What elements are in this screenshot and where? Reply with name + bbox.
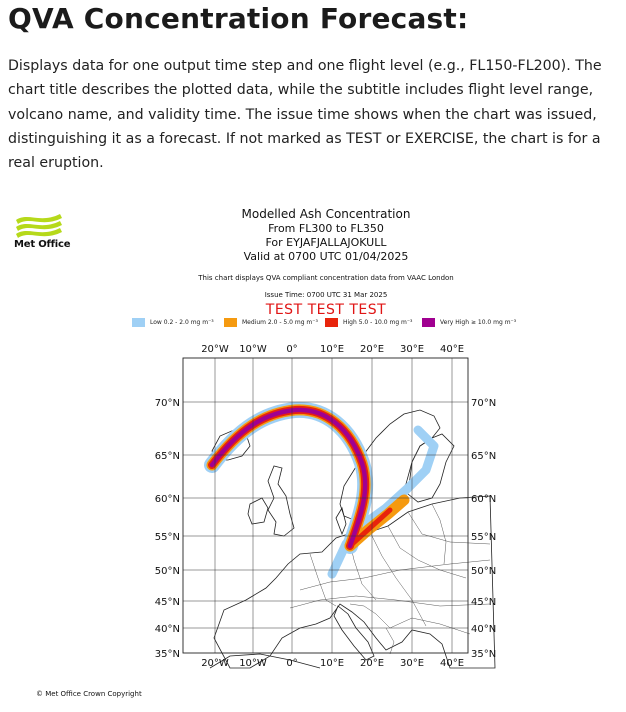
legend-swatch-high: [325, 318, 338, 327]
lon-tick-label-top: 20°W: [201, 344, 229, 355]
lon-tick-label-bottom: 20°W: [201, 658, 229, 669]
legend-label-high: High 5.0 - 10.0 mg m⁻³: [343, 319, 413, 326]
legend-swatch-very-high: [422, 318, 435, 327]
lat-tick-label-right: 55°N: [471, 532, 497, 543]
lat-tick-label-right: 40°N: [471, 624, 497, 635]
lat-tick-label-left: 45°N: [154, 597, 180, 608]
lat-tick-label-right: 45°N: [471, 597, 497, 608]
lon-tick-label-bottom: 40°E: [439, 658, 465, 669]
lat-tick-label-left: 60°N: [154, 494, 180, 505]
lat-tick-label-left: 65°N: [154, 451, 180, 462]
lat-tick-label-right: 60°N: [471, 494, 497, 505]
lon-tick-label-bottom: 30°E: [399, 658, 425, 669]
page-heading: QVA Concentration Forecast:: [8, 2, 469, 35]
country-borders: [290, 504, 490, 654]
chart-subtitle-volcano: For EYJAFJALLAJOKULL: [265, 236, 387, 249]
lon-tick-label-bottom: 0°: [286, 658, 298, 669]
lon-tick-label-bottom: 10°W: [239, 658, 267, 669]
legend-label-very-high: Very High ≥ 10.0 mg m⁻³: [440, 319, 517, 326]
copyright-note: © Met Office Crown Copyright: [36, 690, 142, 698]
lat-tick-label-left: 40°N: [154, 624, 180, 635]
legend-label-low: Low 0.2 - 2.0 mg m⁻³: [150, 319, 214, 326]
lat-tick-label-right: 50°N: [471, 566, 497, 577]
legend-item-low: [132, 318, 214, 330]
legend-label-medium: Medium 2.0 - 5.0 mg m⁻³: [242, 319, 318, 326]
lat-tick-label-right: 70°N: [471, 398, 497, 409]
legend-item-high: [325, 318, 412, 330]
legend-swatch-low: [132, 318, 145, 327]
ash-plume: [212, 410, 434, 574]
chart-title: Modelled Ash Concentration: [241, 207, 411, 221]
lon-tick-label-top: 10°E: [319, 344, 345, 355]
chart-issue-time: Issue Time: 0700 UTC 31 Mar 2025: [264, 291, 388, 299]
lon-tick-label-top: 10°W: [239, 344, 267, 355]
map-graticule: [183, 358, 468, 653]
met-office-logo: [12, 208, 71, 258]
ash-concentration-map: [150, 338, 500, 673]
lat-tick-label-left: 70°N: [154, 398, 180, 409]
legend-swatch-medium: [224, 318, 237, 327]
test-label: TEST TEST TEST: [265, 302, 387, 318]
met-office-logo-text: Met Office: [14, 239, 71, 250]
lon-tick-label-top: 30°E: [399, 344, 425, 355]
lat-tick-label-left: 35°N: [154, 649, 180, 660]
lon-tick-label-top: 20°E: [359, 344, 385, 355]
legend-item-medium: [224, 318, 318, 330]
lon-tick-label-top: 0°: [286, 344, 298, 355]
lat-tick-label-right: 35°N: [471, 649, 497, 660]
chart-subtitle-validity: Valid at 0700 UTC 01/04/2025: [243, 250, 409, 263]
chart-subtitle-flight-level: From FL300 to FL350: [268, 222, 384, 235]
lat-tick-label-left: 55°N: [154, 532, 180, 543]
lon-tick-label-top: 40°E: [439, 344, 465, 355]
lat-tick-label-left: 50°N: [154, 566, 180, 577]
chart-source-note: This chart displays QVA compliant concentration data from VAAC London: [198, 274, 454, 282]
legend-item-very-high: [422, 318, 516, 330]
intro-paragraph: Displays data for one output time step and one flight level (e.g., FL150-FL200). The chart title describes the plotted data, while the subtitle includes flight level range, volcano name, and validity time. The issue time shows when the chart was issued, distinguishing it as a forecast. If not marked as TEST or EXERCISE, the chart is for a real eruption.: [8, 58, 602, 172]
lon-tick-label-bottom: 20°E: [359, 658, 385, 669]
lat-tick-label-right: 65°N: [471, 451, 497, 462]
lon-tick-label-bottom: 10°E: [319, 658, 345, 669]
